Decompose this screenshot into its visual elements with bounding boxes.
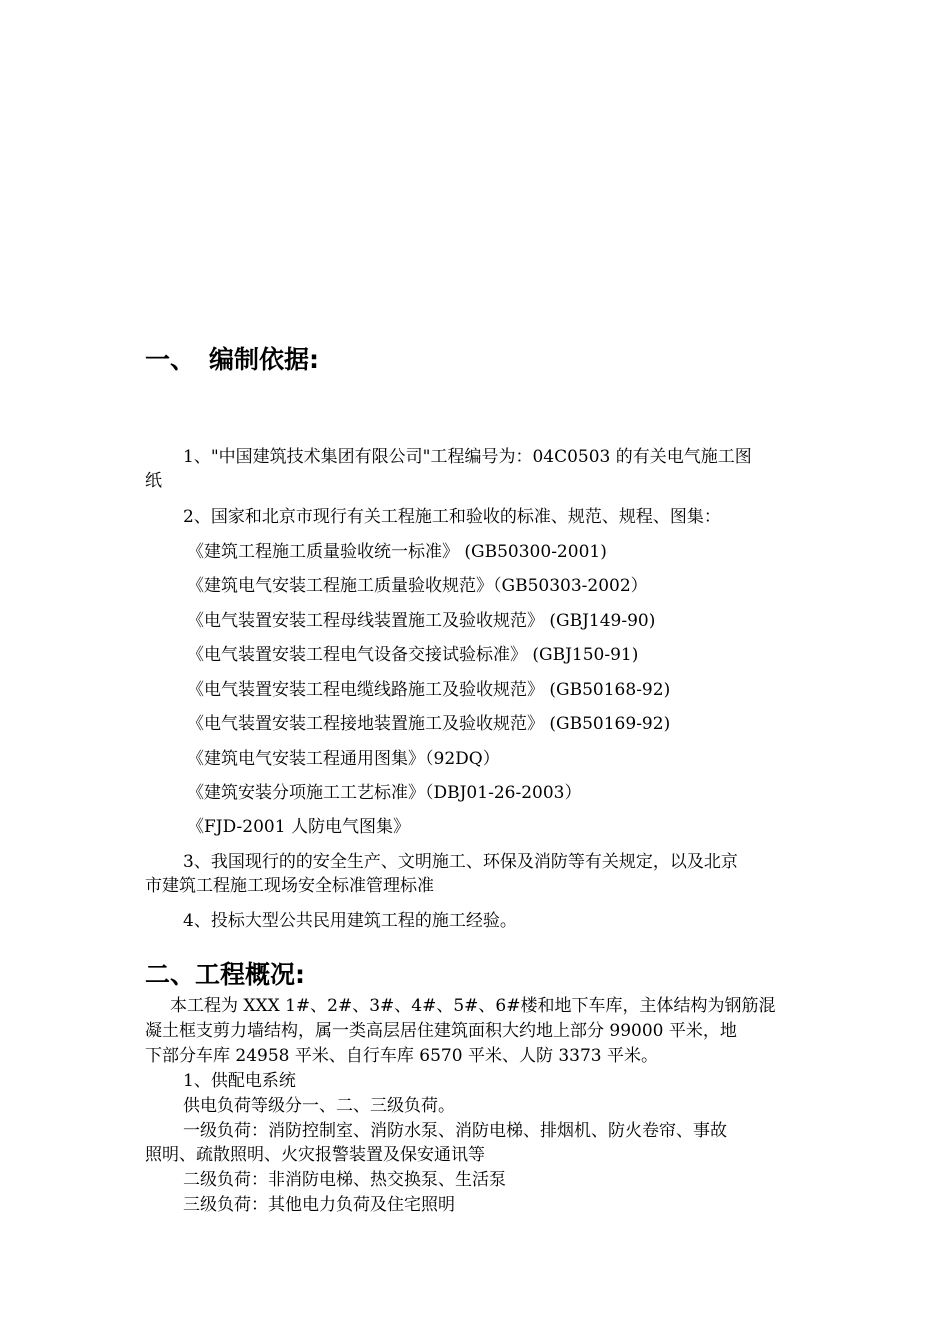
- item3-line2: 市建筑工程施工现场安全标准管理标准: [145, 876, 434, 896]
- standard-item: 《FJD-2001 人防电气图集》: [187, 817, 410, 837]
- load-intro: 供电负荷等级分一、二、三级负荷。: [183, 1096, 455, 1116]
- item1-line1: 1、"中国建筑技术集团有限公司"工程编号为：04C0503 的有关电气施工图: [183, 447, 752, 467]
- standard-item: 《电气装置安装工程接地装置施工及验收规范》 (GB50169-92): [187, 714, 671, 734]
- section1-title: 编制依据:: [209, 345, 319, 374]
- standard-item: 《建筑工程施工质量验收统一标准》 (GB50300-2001): [187, 542, 607, 562]
- item2-line: 2、国家和北京市现行有关工程施工和验收的标准、规范、规程、图集：: [183, 507, 721, 527]
- item4-line: 4、投标大型公共民用建筑工程的施工经验。: [183, 911, 517, 931]
- section2-heading: 二、工程概况:: [145, 960, 305, 989]
- standard-item: 《建筑安装分项施工工艺标准》（DBJ01-26-2003）: [187, 783, 582, 803]
- overview-line2: 凝土框支剪力墙结构，属一类高层居住建筑面积大约地上部分 99000 平米，地: [145, 1021, 737, 1041]
- standard-item: 《电气装置安装工程电气设备交接试验标准》 (GBJ150-91): [187, 645, 639, 665]
- item1-line2: 纸: [145, 471, 162, 491]
- section1-heading: [145, 340, 319, 376]
- standard-item: 《电气装置安装工程电缆线路施工及验收规范》 (GB50168-92): [187, 680, 671, 700]
- item3-line1: 3、我国现行的的安全生产、文明施工、环保及消防等有关规定，以及北京: [183, 852, 738, 872]
- standard-item: 《建筑电气安装工程施工质量验收规范》（GB50303-2002）: [187, 576, 648, 596]
- load-level1-line2: 照明、疏散照明、火灾报警装置及保安通讯等: [145, 1145, 485, 1165]
- standard-item: 《建筑电气安装工程通用图集》（92DQ）: [187, 749, 500, 769]
- standard-item: 《电气装置安装工程母线装置施工及验收规范》 (GBJ149-90): [187, 611, 656, 631]
- load-level2: 二级负荷：非消防电梯、热交换泵、生活泵: [183, 1170, 506, 1190]
- load-level3: 三级负荷：其他电力负荷及住宅照明: [183, 1195, 455, 1215]
- overview-line3: 下部分车库 24958 平米、自行车库 6570 平米、人防 3373 平米。: [145, 1046, 659, 1066]
- load-level1-line1: 一级负荷：消防控制室、消防水泵、消防电梯、排烟机、防火卷帘、事故: [183, 1121, 727, 1141]
- section1-number: 一、: [145, 345, 196, 374]
- subsection-power-supply: 1、供配电系统: [183, 1071, 296, 1091]
- overview-line1: 本工程为 XXX 1#、2#、3#、4#、5#、6#楼和地下车库，主体结构为钢筋混: [170, 996, 776, 1016]
